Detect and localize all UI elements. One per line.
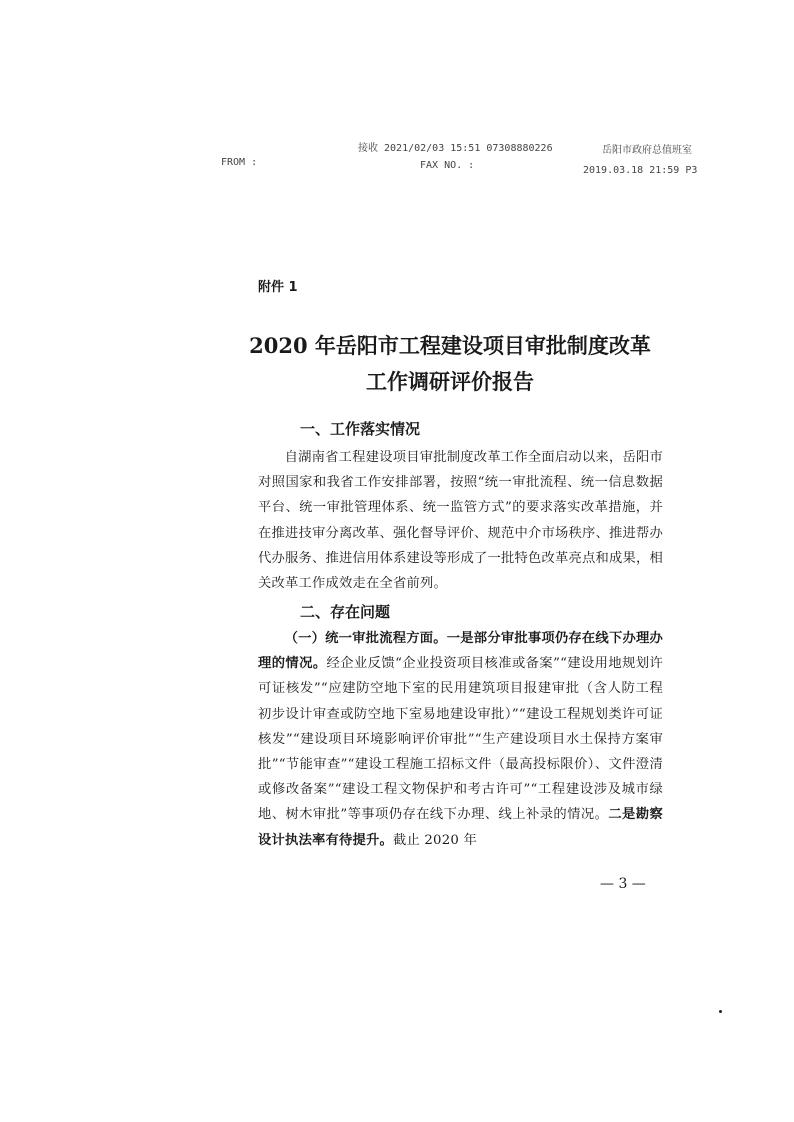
- section-2-lead: （一）统一审批流程方面。一是部分审批事项仍存在线下办理办理的情况。: [258, 631, 663, 672]
- section-2-paragraph: [258, 626, 663, 853]
- section-1-heading: 一、工作落实情况: [300, 420, 421, 438]
- page-number: — 3 —: [600, 876, 646, 892]
- scan-speck: [719, 1010, 722, 1013]
- section-2-tail: 截止 2020 年: [392, 832, 477, 848]
- section-2-lead-2: 二是勘察设计执法率有待提升。: [258, 807, 663, 848]
- document-title-line-1: 2020 年岳阳市工程建设项目审批制度改革: [249, 333, 651, 358]
- fax-date-stamp: 2019.03.18 21:59 P3: [583, 165, 698, 176]
- fax-office-label: 岳阳市政府总值班室: [602, 145, 692, 156]
- fax-number-label: FAX NO. :: [420, 160, 475, 171]
- section-2-heading: 二、存在问题: [300, 603, 391, 621]
- fax-received-stamp: 接收 2021/02/03 15:51 07308880226: [358, 143, 553, 154]
- section-2-body: 经企业反馈“企业投资项目核准或备案”“建设用地规划许可证核发”“应建防空地下室的民用建筑项目报建审批（含人防工程初步设计审查或防空地下室易地建设审批）”“建设工程规划类许可证核发”“建设项目环境影响评价审批”“生产建设项目水土保持方案审批”“节能审查”“建设工程施工招标文件（最高投标限价）、文件澄清或修改备案”“建设工程文物保护和考古许可”“工程建设涉及城市绿地、树木审批”等事项仍存在线下办理、线上补录的情况。: [258, 656, 664, 823]
- document-title-line-2: 工作调研评价报告: [366, 369, 534, 394]
- fax-from-label: FROM :: [221, 157, 258, 168]
- section-1-paragraph: 自湖南省工程建设项目审批制度改革工作全面启动以来，岳阳市对照国家和我省工作安排部署，按照“统一审批流程、统一信息数据平台、统一审批管理体系、统一监管方式”的要求落实改革措施，并在推进技审分离改革、强化督导评价、规范中介市场秩序、推进帮办代办服务、推进信用体系建设等形成了一批特色改革亮点和成果，相关改革工作成效走在全省前列。: [258, 450, 663, 592]
- attachment-label: 附件 1: [258, 280, 298, 295]
